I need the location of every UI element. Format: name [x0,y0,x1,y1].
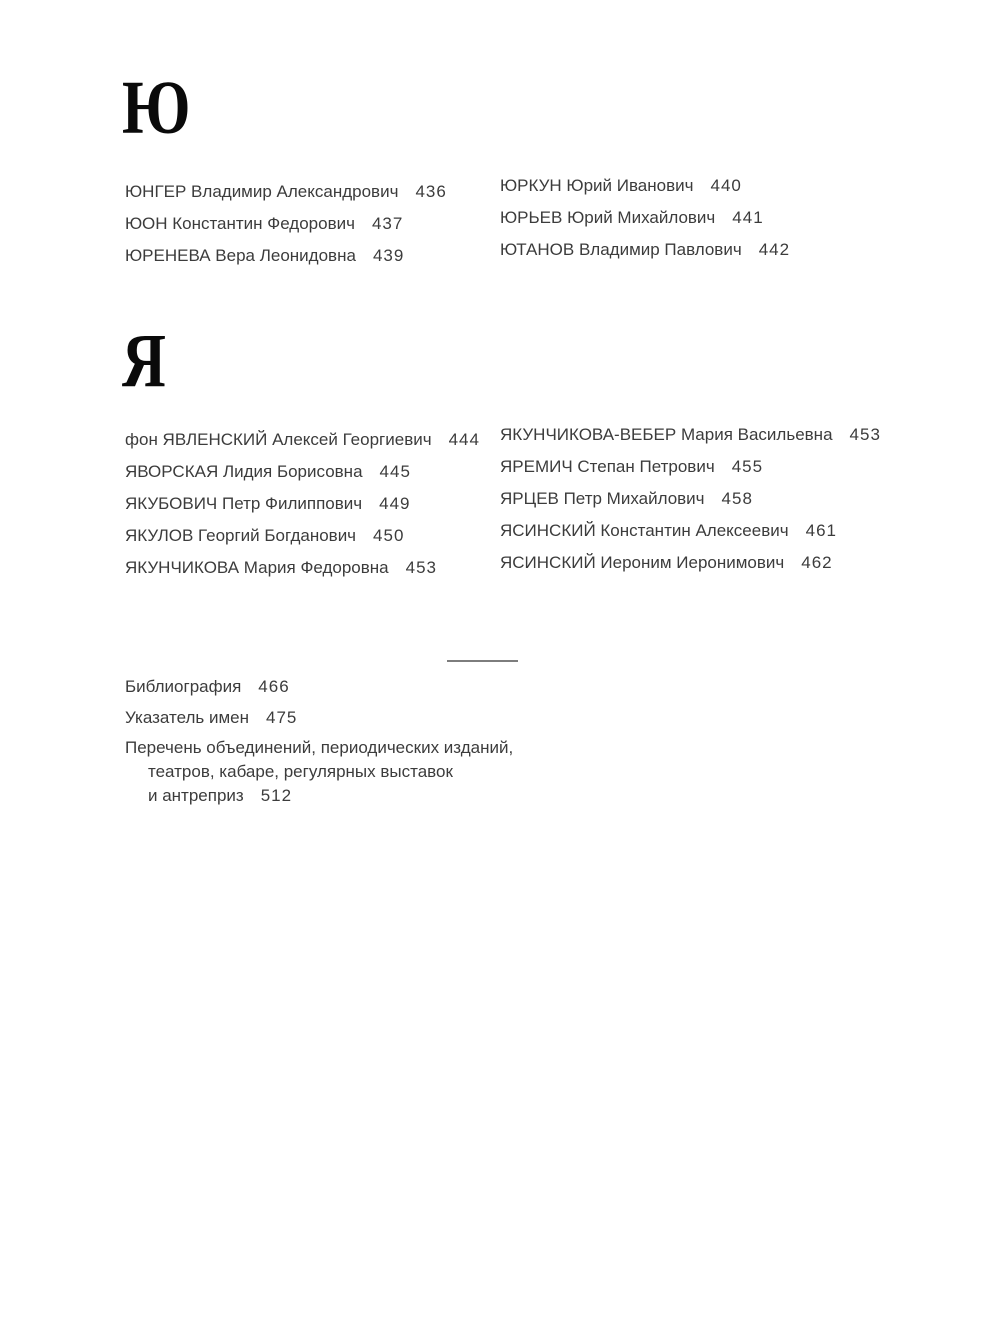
entry-page-number: 449 [379,494,411,513]
entry-name: ЯКУБОВИЧ Петр Филиппович [125,494,363,513]
section-ya-left-column [125,424,480,584]
entry-name: ЯВОРСКАЯ Лидия Борисовна [125,462,363,481]
entry-page-number: 436 [415,182,447,201]
index-entry [125,488,480,520]
index-entry [125,456,480,488]
entry-page-number: 455 [731,457,764,476]
section-ya-right-column [500,419,881,579]
section-yu-right-column [500,170,790,266]
entry-name: ЮРКУН Юрий Иванович [500,176,694,195]
entry-page-number: 444 [448,430,480,449]
appendix-entry [125,671,513,702]
section-divider-rule [447,660,518,662]
entry-page-number: 439 [372,246,405,265]
entry-name: ЮОН Константин Федорович [125,214,355,233]
entry-page-number: 441 [732,208,764,227]
section-letter-ya: Я [122,319,166,403]
entry-page-number: 461 [805,521,837,540]
entry-name: ЮТАНОВ Владимир Павлович [500,240,742,259]
entry-name: ЯСИНСКИЙ Иероним Иеронимович [500,553,785,572]
entry-page-number: 437 [371,214,404,233]
entry-name: ЯКУНЧИКОВА Мария Федоровна [125,558,389,577]
entry-name: ЮРЕНЕВА Вера Леонидовна [125,246,356,265]
index-entry [125,208,447,240]
entry-name: ЯКУНЧИКОВА-ВЕБЕР Мария Васильевна [500,425,833,444]
index-entry [500,234,790,266]
index-entry [125,424,480,456]
entry-name: ЯРЕМИЧ Степан Петрович [500,457,715,476]
entry-page-number: 475 [266,708,298,727]
index-entry [125,552,480,584]
index-entry [500,483,881,515]
entry-page-number: 512 [260,786,293,805]
entry-name: Указатель имен [125,708,249,727]
entry-name: ЯКУЛОВ Георгий Богданович [125,526,357,545]
entry-page-number: 445 [379,462,411,481]
appendix-list [125,671,513,808]
entry-name: ЮРЬЕВ Юрий Михайлович [500,208,716,227]
entry-page-number: 458 [721,489,753,508]
index-entry [500,547,881,579]
index-entry [125,176,447,208]
index-entry [500,202,790,234]
entry-page-number: 442 [758,240,791,259]
entry-name: ЯСИНСКИЙ Константин Алексеевич [500,521,789,540]
entry-page-number: 440 [710,176,742,195]
entry-line-3 [125,784,513,808]
index-entry [500,170,790,202]
entry-line-2: театров, кабаре, регулярных выставок [148,762,453,781]
index-entry [500,515,881,547]
section-letter-yu: Ю [122,66,190,150]
entry-page-number: 462 [801,553,833,572]
entry-name: фон ЯВЛЕНСКИЙ Алексей Георгиевич [125,430,432,449]
entry-name: ЯРЦЕВ Петр Михайлович [500,489,705,508]
entry-page-number: 453 [849,425,881,444]
entry-page-number: 466 [258,677,290,696]
appendix-entry-multiline [125,736,513,808]
appendix-entry [125,702,513,733]
entry-page-number: 450 [373,526,405,545]
section-yu-left-column [125,176,447,272]
entry-name: Библиография [125,677,242,696]
index-entry [500,419,881,451]
index-entry [500,451,881,483]
entry-name: и антреприз [148,786,244,805]
index-entry [125,240,447,272]
index-entry [125,520,480,552]
entry-name: ЮНГЕР Владимир Александрович [125,182,399,201]
entry-page-number: 453 [405,558,437,577]
entry-line-1: Перечень объединений, периодических изданий, [125,738,514,757]
